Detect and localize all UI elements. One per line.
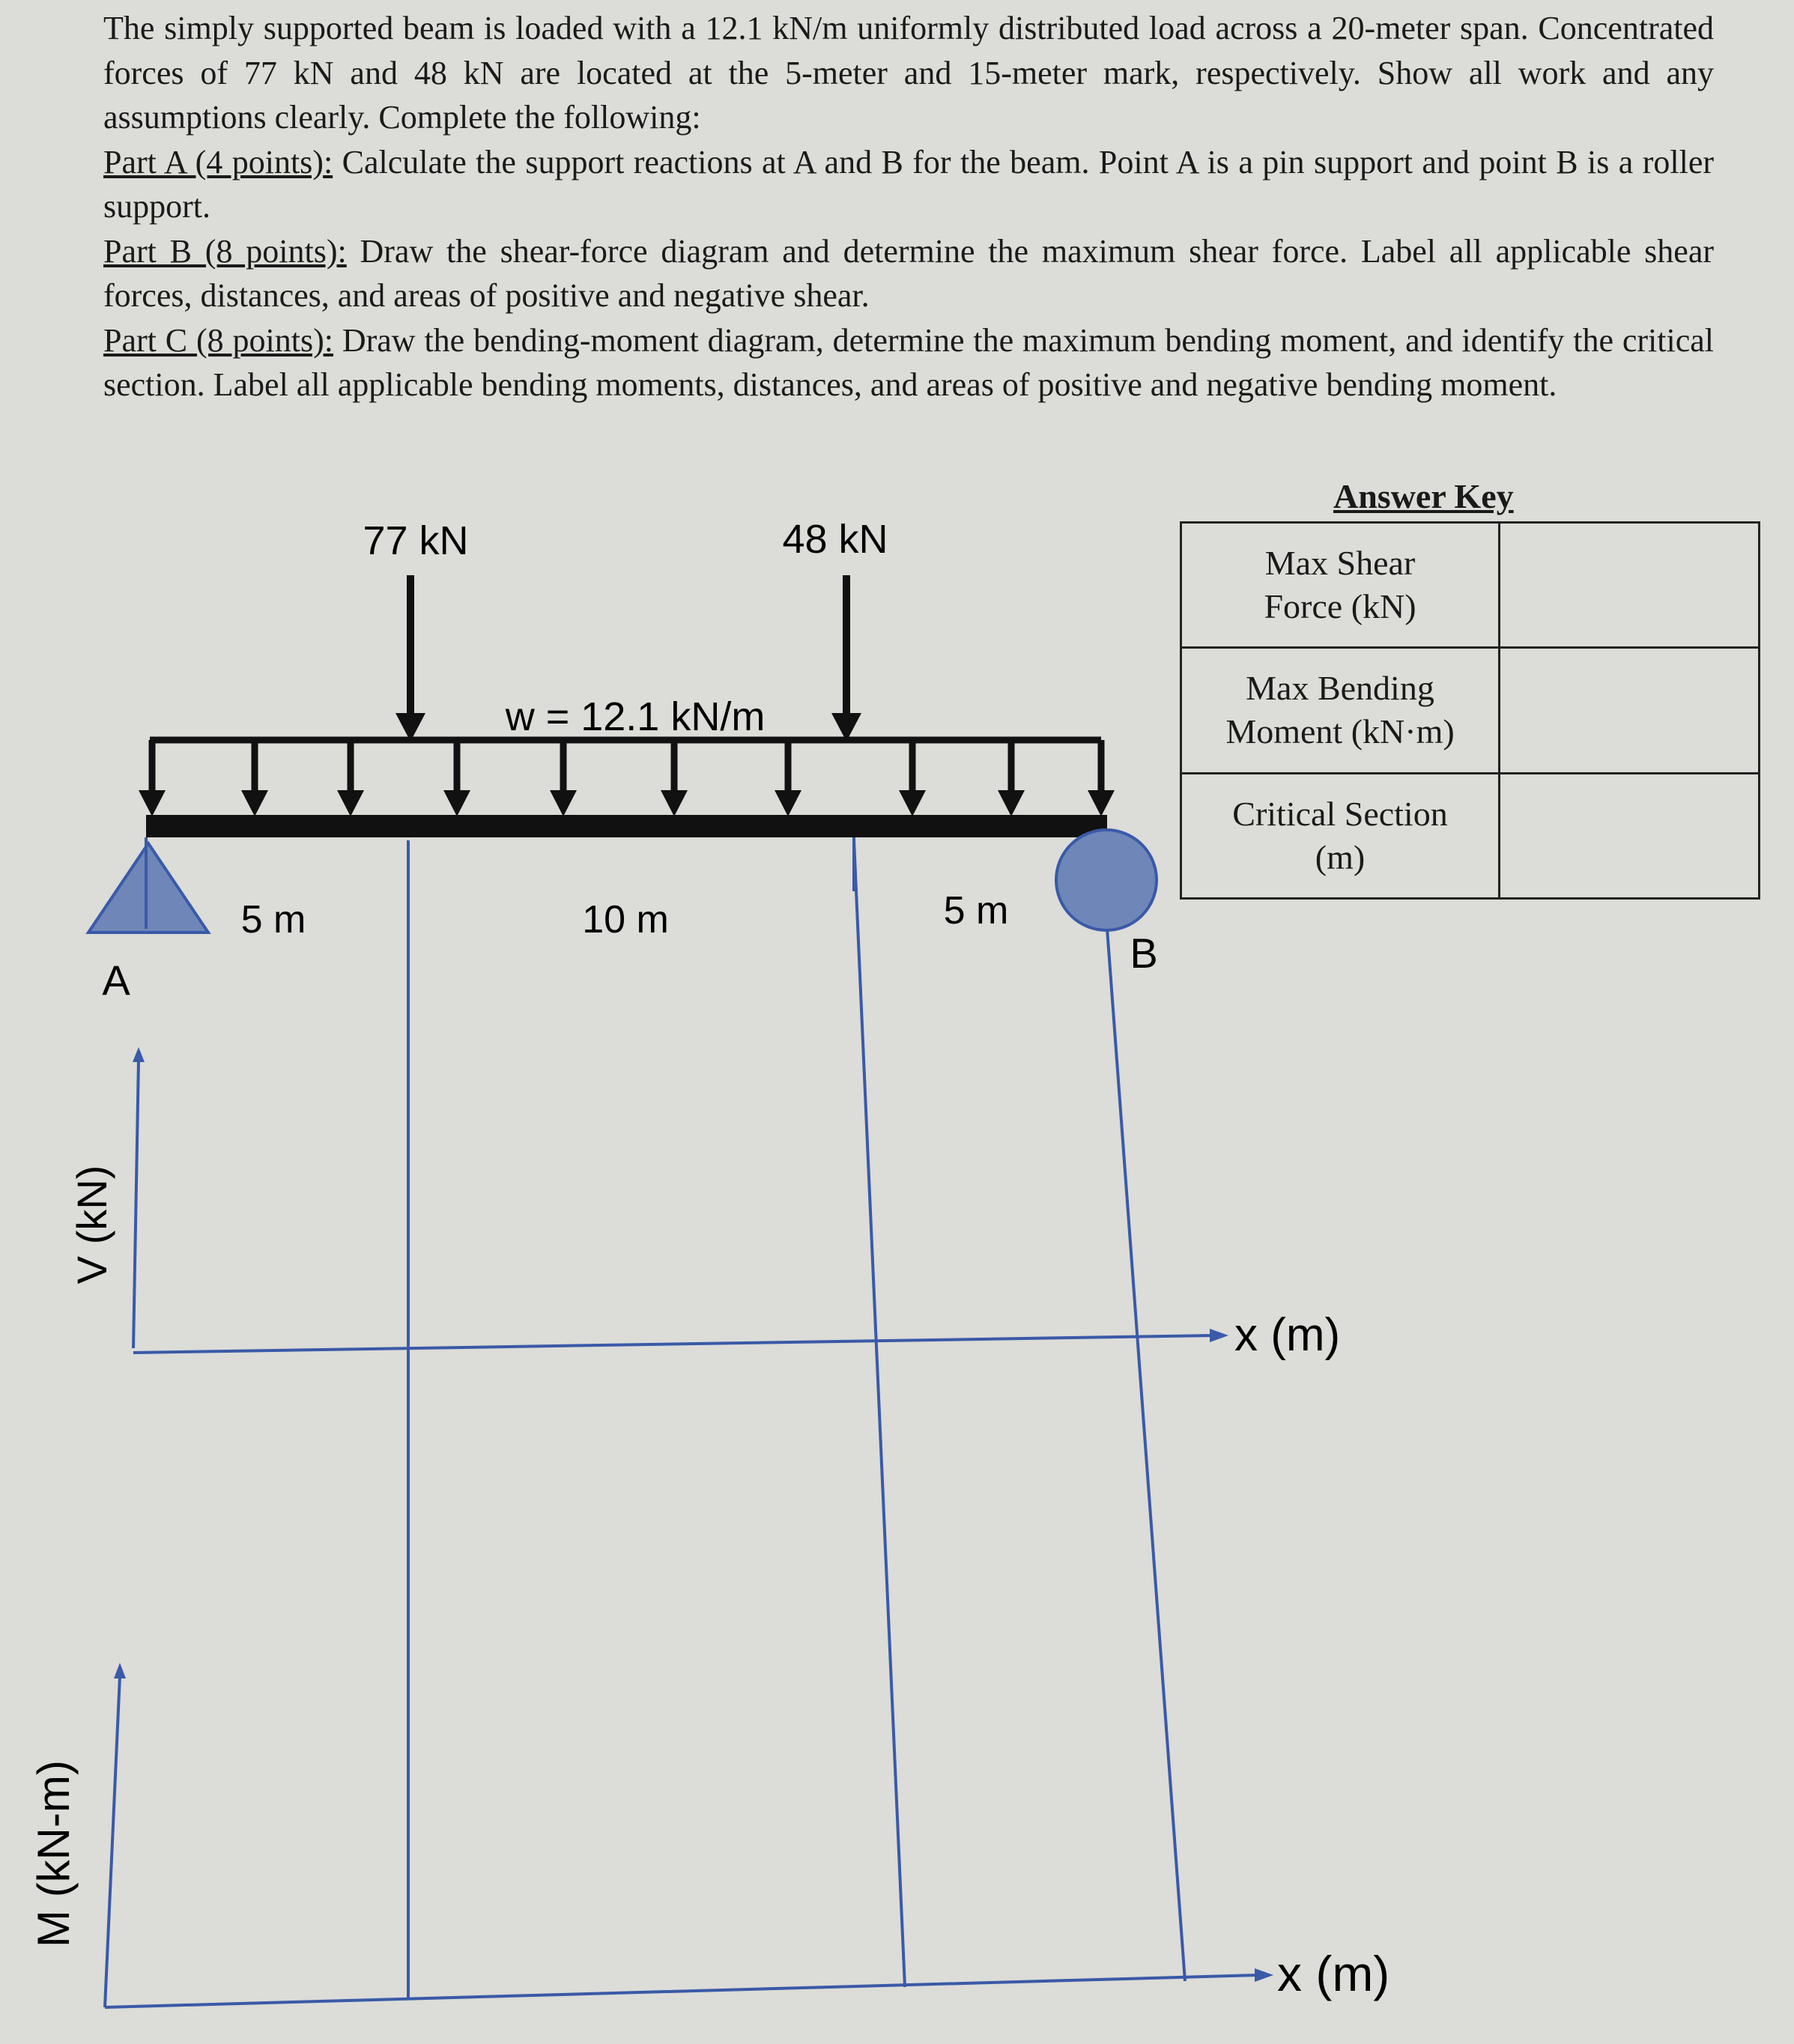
udl-arrow-head [139,790,166,816]
shear-axis-label: V (kN) [68,1165,115,1285]
udl-label: w = 12.1 kN/m [505,694,766,739]
row-label-line1: Critical Section [1232,794,1448,833]
support-a-label: A [102,956,130,1004]
udl-arrow-head [443,790,470,816]
udl-arrow-head [998,790,1025,816]
moment-x-label: x (m) [1277,1946,1390,2001]
answer-cell-critical-section[interactable] [1500,773,1760,898]
answer-key-table [1180,521,1760,900]
answer-row-critical-section [1181,773,1760,898]
udl-arrow-head [661,790,688,816]
support-b-label: B [1130,929,1158,977]
row-label-line2: Moment (kN·m) [1225,712,1455,751]
udl-arrow-head [899,790,926,816]
part-c-label: Part C (8 points): [103,321,333,359]
answer-row-label [1181,648,1500,773]
part-b-label: Part B (8 points): [103,232,347,270]
problem-intro: The simply supported beam is loaded with a 12.1 kN/m uniformly distributed load across a 20-meter span. Concentrated forces of 77 kN and 48 kN are located at the 5-meter and 15-meter mark, respectively. Show all work and any assumptions clearly. Complete the following: [103,10,1714,136]
moment-axes [28,1663,1390,2007]
diagram-grid [146,837,1185,1998]
beam [146,815,1107,837]
answer-row-max-shear [1181,523,1760,648]
row-label-line1: Max Bending [1246,669,1434,708]
row-label-line2: (m) [1315,837,1366,876]
answer-row-max-moment [1181,648,1760,773]
shear-axes [68,1047,1340,1361]
point-load-77 [363,518,468,742]
answer-row-label [1181,773,1500,898]
udl-arrow-head [550,790,577,816]
dim-5m-left: 5 m [240,898,306,941]
part-b-text: Draw the shear-force diagram and determine the maximum shear force. Label all applicable shear forces, distances, and areas of positive and negative shear. [103,232,1714,314]
row-label-line2: Force (kN) [1264,587,1416,626]
row-label-line1: Max Shear [1264,544,1416,583]
load-48-label: 48 kN [782,517,888,562]
answer-key-title: Answer Key [1333,477,1514,515]
roller-support-b [1056,830,1158,977]
answer-cell-max-moment[interactable] [1500,648,1760,773]
udl-arrow-head [337,790,364,816]
part-a-text: Calculate the support reactions at A and B for the beam. Point A is a pin support and point B is a roller support. [103,143,1714,225]
load-77-label: 77 kN [363,518,469,563]
dim-5m-right: 5 m [943,889,1009,932]
answer-row-label [1181,523,1500,648]
part-c-text: Draw the bending-moment diagram, determine the maximum bending moment, and identify the critical section. Label all applicable bending moments, distances, and areas of positive and negative bending moment. [103,321,1714,403]
distributed-load [139,694,1115,816]
udl-arrow-head [775,790,801,816]
answer-cell-max-shear[interactable] [1500,523,1760,648]
moment-axis-label: M (kN-m) [28,1760,79,1947]
point-load-48 [782,517,888,742]
udl-arrow-head [241,790,268,816]
dim-10m: 10 m [582,898,669,941]
part-a-label: Part A (4 points): [103,143,333,181]
udl-arrows [139,740,1115,816]
shear-x-label: x (m) [1234,1309,1341,1361]
udl-arrow-head [1088,790,1115,816]
pin-support-a [88,843,208,1004]
